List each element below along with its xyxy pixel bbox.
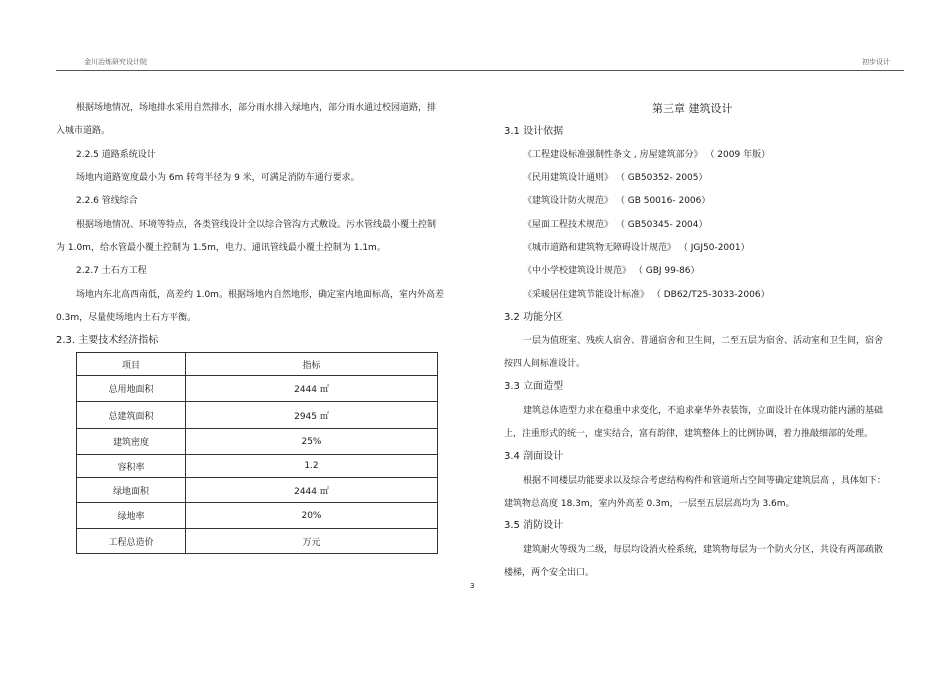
header-doc-type: 初步设计: [862, 58, 890, 66]
header-institute: 金川冶炼研究设计院: [84, 58, 147, 66]
road-heading: 2.2.5 道路系统设计: [76, 150, 156, 160]
pipeline-paragraph-line1: 根据场地情况、环境等特点，各类管线设计全以综合管沟方式敷设。污水管线最小覆土控制: [76, 220, 437, 230]
design-basis-item: 《民用建筑设计通则》 （ GB50352- 2005）: [523, 173, 708, 183]
function-zoning-heading: 3.2 功能分区: [504, 312, 564, 323]
table-cell-item: 总建筑面积: [77, 402, 186, 429]
page-number: 3: [470, 582, 475, 590]
drainage-paragraph-line1: 根据场地情况，场地排水采用自然排水，部分雨水排入绿地内，部分雨水通过校园道路，排: [76, 103, 437, 113]
tech-indicators-heading: 2.3. 主要技术经济指标: [56, 335, 159, 346]
table-row: [77, 503, 438, 529]
chapter-title: 第三章 建筑设计: [652, 102, 733, 115]
section-paragraph-line2: 建筑物总高度 18.3m，室内外高差 0.3m，一层至五层层高均为 3.6m。: [504, 499, 795, 509]
section-design-heading: 3.4 剖面设计: [504, 451, 564, 462]
design-basis-item: 《建筑设计防火规范》 （ GB 50016- 2006）: [523, 196, 711, 206]
earthwork-paragraph-line1: 场地内东北高西南低，高差约 1.0m。根据场地内自然地形，确定室内地面标高，室内外高差: [76, 290, 444, 300]
table-row: [77, 478, 438, 503]
table-row: [77, 402, 438, 429]
table-cell-value: 2945 ㎡: [186, 402, 438, 429]
table-cell-value: 1.2: [186, 455, 438, 478]
table-cell-item: 绿地率: [77, 503, 186, 529]
design-basis-item: 《采暖居住建筑节能设计标准》 （ DB62/T25-3033-2006）: [523, 290, 770, 300]
facade-heading: 3.3 立面造型: [504, 381, 564, 392]
pipeline-heading: 2.2.6 管线综合: [76, 196, 138, 206]
section-paragraph-line1: 根据不同楼层功能要求以及综合考虑结构构件和管道所占空间等确定建筑层高 ，具体如下：: [523, 476, 886, 486]
table-cell-value: 25%: [186, 429, 438, 455]
table-header-item: 项目: [77, 353, 186, 376]
table-row: [77, 529, 438, 554]
function-paragraph-line1: 一层为值班室、残疾人宿舍、普通宿舍和卫生间，二至五层为宿舍、活动室和卫生间，宿舍: [523, 336, 884, 346]
road-paragraph: 场地内道路宽度最小为 6m 转弯半径为 9 米，可满足消防车通行要求。: [76, 173, 360, 183]
facade-paragraph-line1: 建筑总体造型力求在稳重中求变化，不追求豪华外表装饰，立面设计在体现功能内涵的基础: [523, 406, 884, 416]
fire-design-heading: 3.5 消防设计: [504, 520, 564, 531]
table-cell-item: 建筑密度: [77, 429, 186, 455]
earthwork-paragraph-line2: 0.3m，尽量使场地内土石方平衡。: [56, 313, 197, 323]
fire-paragraph-line1: 建筑耐火等级为二级，每层均设消火栓系统，建筑物每层为一个防火分区，共设有两部疏散: [523, 545, 884, 555]
table-header-row: [77, 353, 438, 376]
design-basis-item: 《城市道路和建筑物无障碍设计规范》 （ JGJ50-2001）: [523, 243, 750, 253]
fire-paragraph-line2: 楼梯，两个安全出口。: [504, 568, 595, 578]
table-cell-item: 绿地面积: [77, 478, 186, 503]
table-cell-value: 万元: [186, 529, 438, 554]
design-basis-item: 《中小学校建筑设计规范》 （ GBJ 99-86）: [523, 266, 700, 276]
design-basis-item: 《屋面工程技术规范》 （ GB50345- 2004）: [523, 220, 708, 230]
tech-indicators-table: [76, 352, 438, 554]
table-row: [77, 455, 438, 478]
table-cell-item: 容积率: [77, 455, 186, 478]
design-basis-item: 《工程建设标准强制性条文 , 房屋建筑部分》 （ 2009 年版）: [523, 150, 771, 160]
drainage-paragraph-line2: 入城市道路。: [56, 126, 111, 136]
table-cell-item: 总用地面积: [77, 376, 186, 402]
design-basis-heading: 3.1 设计依据: [504, 126, 564, 137]
table-row: [77, 429, 438, 455]
table-cell-value: 2444 ㎡: [186, 376, 438, 402]
facade-paragraph-line2: 上，注重形式的统一，虚实结合，富有韵律，建筑整体上的比例协调，着力推敲细部的处理。: [504, 429, 874, 439]
pipeline-paragraph-line2: 为 1.0m，给水管最小覆土控制为 1.5m，电力、通讯管线最小覆土控制为 1.1m。: [56, 243, 386, 253]
table-cell-value: 2444 ㎡: [186, 478, 438, 503]
table-cell-value: 20%: [186, 503, 438, 529]
header-rule: [56, 70, 904, 71]
table-header-indicator: 指标: [186, 353, 438, 376]
table-row: [77, 376, 438, 402]
function-paragraph-line2: 按四人间标准设计。: [504, 359, 586, 369]
earthwork-heading: 2.2.7 土石方工程: [76, 266, 147, 276]
table-cell-item: 工程总造价: [77, 529, 186, 554]
